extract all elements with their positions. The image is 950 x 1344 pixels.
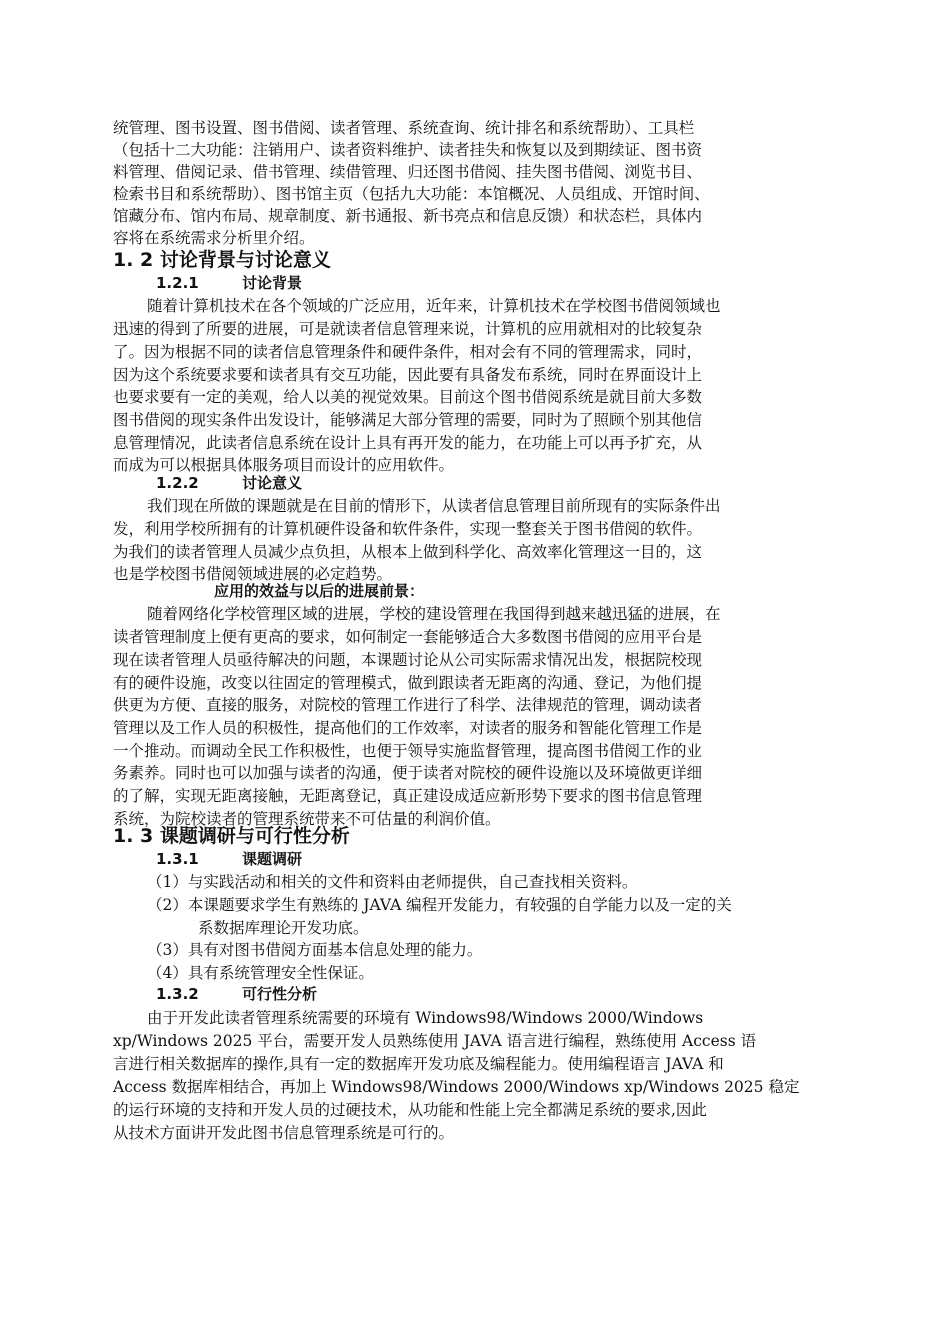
intro-line: 馆藏分布、馆内布局、规章制度、新书通报、新书亮点和信息反馈）和状态栏，具体内 <box>113 207 703 225</box>
paragraph-line: xp/Windows 2025 平台，需要开发人员熟练使用 JAVA 语言进行编程，熟练使用 Access 语 <box>113 1032 757 1050</box>
paragraph-line: 系统，为院校读者的管理系统带来不可估量的利润价值。 <box>113 810 501 828</box>
paragraph-line: 读者管理制度上便有更高的要求，如何制定一套能够适合大多数图书借阅的应用平台是 <box>113 628 703 646</box>
paragraph-line: 务素养。同时也可以加强与读者的沟通，便于读者对院校的硬件设施以及环境做更详细 <box>113 764 703 782</box>
paragraph-line: 息管理情况，此读者信息系统在设计上具有再开发的能力，在功能上可以再予扩充，从 <box>113 434 703 452</box>
list-item: （3）具有对图书借阅方面基本信息处理的能力。 <box>147 941 483 959</box>
paragraph-line: 现在读者管理人员亟待解决的问题，本课题讨论从公司实际需求情况出发，根据院校现 <box>113 651 703 669</box>
paragraph-line: 迅速的得到了所要的进展，可是就读者信息管理来说，计算机的应用就相对的比较复杂 <box>113 320 703 338</box>
paragraph-line: 随着计算机技术在各个领域的广泛应用，近年来，计算机技术在学校图书借阅领域也 <box>147 297 721 315</box>
paragraph-line: 发，利用学校所拥有的计算机硬件设备和软件条件，实现一整套关于图书借阅的软件。 <box>113 520 703 538</box>
list-item: （1）与实践活动和相关的文件和资料由老师提供，自己查找相关资料。 <box>147 873 638 891</box>
subsection-number: 1.2.2 <box>156 474 199 492</box>
benefit-heading: 应用的效益与以后的进展前景： <box>214 582 425 600</box>
section-heading-1-2: 1. 2 讨论背景与讨论意义 <box>113 249 331 271</box>
paragraph-line: 有的硬件设施，改变以往固定的管理模式，做到跟读者无距离的沟通、登记，为他们提 <box>113 674 703 692</box>
intro-line: （包括十二大功能：注销用户、读者资料维护、读者挂失和恢复以及到期续证、图书资 <box>113 141 703 159</box>
paragraph-line: 由于开发此读者管理系统需要的环境有 Windows98/Windows 2000/Windows <box>147 1009 704 1027</box>
section-heading-1-3: 1. 3 课题调研与可行性分析 <box>113 825 350 847</box>
paragraph-line: 而成为可以根据具体服务项目而设计的应用软件。 <box>113 456 455 474</box>
intro-line: 统管理、图书设置、图书借阅、读者管理、系统查询、统计排名和系统帮助）、工具栏 <box>113 119 695 137</box>
subsection-title: 课题调研 <box>242 850 303 868</box>
paragraph-line: 从技术方面讲开发此图书信息管理系统是可行的。 <box>113 1124 455 1142</box>
paragraph-line: 一个推动。而调动全民工作积极性，也便于领导实施监督管理，提高图书借阅工作的业 <box>113 742 703 760</box>
paragraph-line: Access 数据库相结合，再加上 Windows98/Windows 2000/Windows xp/Windows 2025 稳定 <box>113 1078 800 1096</box>
list-item: （2）本课题要求学生有熟练的 JAVA 编程开发能力，有较强的自学能力以及一定的关 <box>147 896 732 914</box>
paragraph-line: 言进行相关数据库的操作,具有一定的数据库开发功底及编程能力。使用编程语言 JAVA 和 <box>113 1055 724 1073</box>
subsection-number: 1.2.1 <box>156 274 199 292</box>
paragraph-line: 为我们的读者管理人员减少点负担，从根本上做到科学化、高效率化管理这一目的，这 <box>113 543 703 561</box>
paragraph-line: 的运行环境的支持和开发人员的过硬技术，从功能和性能上完全都满足系统的要求,因此 <box>113 1101 707 1119</box>
paragraph-line: 随着网络化学校管理区域的进展，学校的建设管理在我国得到越来越迅猛的进展，在 <box>147 605 721 623</box>
list-item: （4）具有系统管理安全性保证。 <box>147 964 374 982</box>
subsection-title: 讨论背景 <box>242 274 303 292</box>
intro-line: 检索书目和系统帮助）、图书馆主页（包括九大功能：本馆概况、人员组成、开馆时间、 <box>113 185 710 203</box>
paragraph-line: 我们现在所做的课题就是在目前的情形下，从读者信息管理目前所现有的实际条件出 <box>147 497 721 515</box>
intro-line: 料管理、借阅记录、借书管理、续借管理、归还图书借阅、挂失图书借阅、浏览书目、 <box>113 163 703 181</box>
paragraph-line: 也是学校图书借阅领域进展的必定趋势。 <box>113 565 393 583</box>
paragraph-line: 也要求要有一定的美观，给人以美的视觉效果。目前这个图书借阅系统是就目前大多数 <box>113 388 703 406</box>
paragraph-line: 供更为方便、直接的服务，对院校的管理工作进行了科学、法律规范的管理，调动读者 <box>113 696 703 714</box>
subsection-title: 可行性分析 <box>242 985 318 1003</box>
paragraph-line: 图书借阅的现实条件出发设计，能够满足大部分管理的需要，同时为了照顾个别其他信 <box>113 411 703 429</box>
subsection-number: 1.3.2 <box>156 985 199 1003</box>
paragraph-line: 了。因为根据不同的读者信息管理条件和硬件条件，相对会有不同的管理需求，同时， <box>113 343 703 361</box>
list-item-continuation: 系数据库理论开发功底。 <box>198 919 369 937</box>
subsection-title: 讨论意义 <box>242 474 303 492</box>
subsection-number: 1.3.1 <box>156 850 199 868</box>
paragraph-line: 因为这个系统要求要和读者具有交互功能，因此要有具备发布系统，同时在界面设计上 <box>113 366 703 384</box>
paragraph-line: 的了解，实现无距离接触，无距离登记，真正建设成适应新形势下要求的图书信息管理 <box>113 787 703 805</box>
paragraph-line: 管理以及工作人员的积极性，提高他们的工作效率，对读者的服务和智能化管理工作是 <box>113 719 703 737</box>
intro-line: 容将在系统需求分析里介绍。 <box>113 229 315 247</box>
